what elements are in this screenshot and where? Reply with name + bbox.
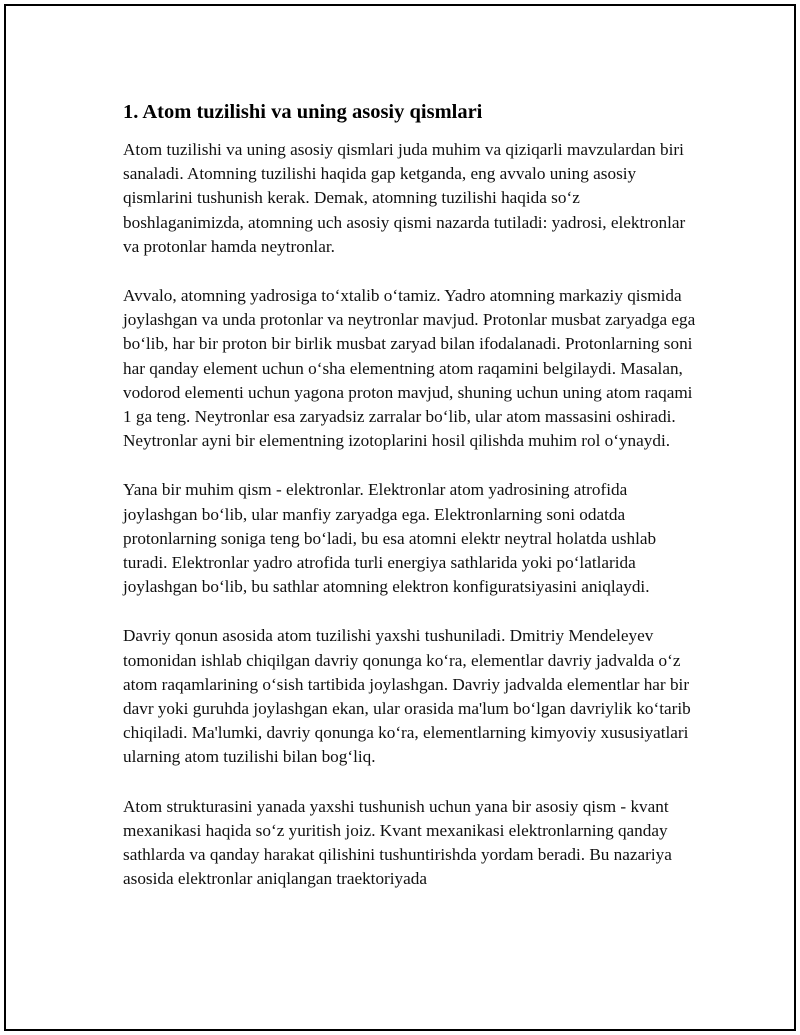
paragraph-nucleus: Avvalo, atomning yadrosiga toʻxtalib oʻtamiz. Yadro atomning markaziy qismida joylashgan va unda protonlar va neytronlar mavjud. Protonlar musbat zaryadga ega boʻlib, har bir proton bir birlik musbat zaryad bilan ifodalanadi. Protonlarning soni har qanday element uchun oʻsha elementning atom raqamini belgilaydi. Masalan, vodorod elementi uchun yagona proton mavjud, shuning uchun uning atom raqami 1 ga teng. Neytronlar esa zaryadsiz zarralar boʻlib, ular atom massasini oshiradi. Neytronlar ayni bir elementning izotoplarini hosil qilishda muhim rol oʻynaydi. bbox=[123, 286, 696, 451]
paragraph-electrons: Yana bir muhim qism - elektronlar. Elektronlar atom yadrosining atrofida joylashgan boʻlib, ular manfiy zaryadga ega. Elektronlarning soni odatda protonlarning soniga teng boʻladi, bu esa atomni elektr neytral holatda ushlab turadi. Elektronlar yadro atrofida turli energiya sathlarida yoki poʻlatlarida joylashgan boʻlib, bu sathlar atomning elektron konfiguratsiyasini aniqlaydi. bbox=[123, 480, 657, 597]
paragraph-intro: Atom tuzilishi va uning asosiy qismlari juda muhim va qiziqarli mavzulardan biri sanaladi. Atomning tuzilishi haqida gap ketganda, eng avvalo uning asosiy qismlarini tushunish kerak. Demak, atomning tuzilishi haqida soʻz boshlaganimizda, atomning uch asosiy qismi nazarda tutiladi: yadrosi, elektronlar va protonlar hamda neytronlar. bbox=[123, 140, 686, 256]
document-body bbox=[123, 98, 703, 891]
paragraph-periodic-law: Davriy qonun asosida atom tuzilishi yaxshi tushuniladi. Dmitriy Mendeleyev tomonidan ishlab chiqilgan davriy qonunga koʻra, elementlar davriy jadvalda oʻz atom raqamlarining oʻsish tartibida joylashgan. Davriy jadvalda elementlar har bir davr yoki guruhda joylashgan ekan, ular orasida ma'lum boʻlgan davriylik koʻtarib chiqiladi. Ma'lumki, davriy qonunga koʻra, elementlarning kimyoviy xususiyatlari ularning atom tuzilishi bilan bogʻliq. bbox=[123, 626, 691, 767]
section-title: 1. Atom tuzilishi va uning asosiy qismlari bbox=[123, 101, 483, 123]
page-frame bbox=[4, 4, 796, 1031]
paragraph-quantum-mechanics: Atom strukturasini yanada yaxshi tushunish uchun yana bir asosiy qism - kvant mexanikasi haqida soʻz yuritish joiz. Kvant mexanikasi elektronlarning qanday sathlarda va qanday harakat qilishini tushuntirishda yordam beradi. Bu nazariya asosida elektronlar aniqlangan traektoriyada bbox=[123, 796, 672, 889]
